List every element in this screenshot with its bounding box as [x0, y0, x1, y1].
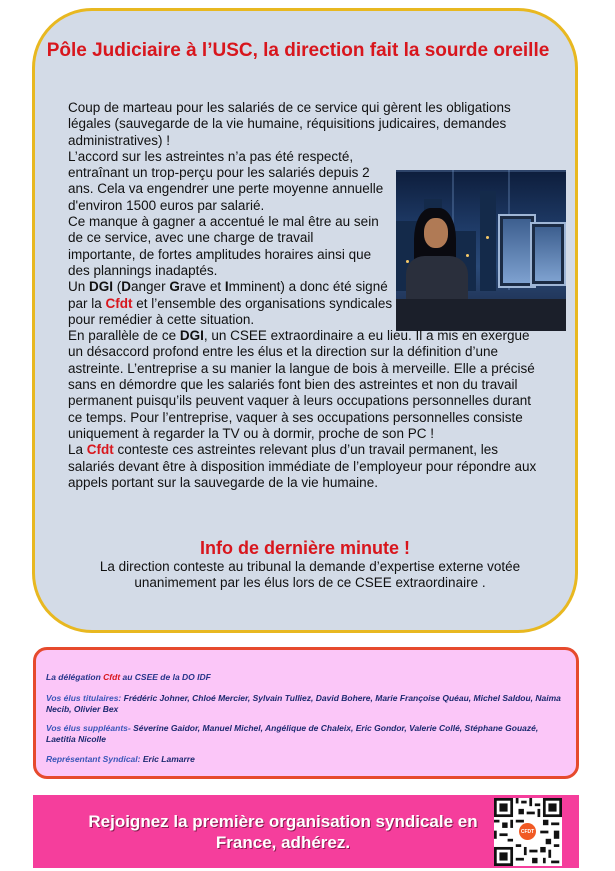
paragraph-accord: L’accord sur les astreintes n’a pas été respecté, entraînant un trop-perçu pour les salariés depuis 2 ans. Cela va engendrer une perte moyenne annuelle d'environ 1500 euros par salarié.: [68, 148, 384, 213]
delegation-representant: Représentant Syndical: Eric Lamarre: [46, 754, 195, 764]
info-text: La direction conteste au tribunal la demande d’expertise externe votée unanimement par les élus lors de ce CSEE extraordinaire .: [99, 559, 521, 590]
article-title: Pôle Judiciaire à l’USC, la direction fait la sourde oreille: [46, 40, 550, 61]
paragraph-dgi: Un DGI (Danger Grave et Imminent) a donc été signé par la Cfdt et l’ensemble des organisations syndicales pour remédier à cette situation.: [68, 279, 393, 327]
paragraph-csee: En parallèle de ce DGI, un CSEE extraordinaire a eu lieu. Il a mis en exergue un désaccord profond entre les élus et la direction sur la définition d’une astreinte. L’entreprise a su manier la langue de bois à merveille. Elle a précisé sans en démordre que les salariés font bien des astreintes et non du travail permanent puisqu’ils peuvent vaquer à leurs occupations personnelles durant ce temps. Pour l’entreprise, vaquer à ses occupations personnelles consiste uniquement à regarder la TV ou à dormir, proche de son PC !: [68, 328, 535, 441]
cfdt-logo-icon: CFDT: [519, 823, 536, 840]
delegation-intro: La délégation Cfdt au CSEE de la DO IDF: [46, 672, 211, 682]
paragraph-intro: Coup de marteau pour les salariés de ce service qui gèrent les obligations légales (sauvegarde de la vie humaine, réquisitions judicaires, demandes administratives) !: [68, 100, 511, 148]
delegation-titulaires: Vos élus titulaires: Frédéric Johner, Chloé Mercier, Sylvain Tulliez, David Bohere, Marie Françoise Quéau, Michel Saldou, Naima Necib, Olivier Bex: [46, 693, 561, 714]
cfdt-mention: Cfdt: [103, 672, 121, 682]
article-body: [68, 100, 544, 491]
delegation-suppleants: Vos élus suppléants- Séverine Gaidor, Manuel Michel, Angélique de Chaleix, Eric Gondor, Valerie Collé, Stéphane Gouazé, Laetitia Nicolle: [46, 723, 539, 744]
cfdt-mention: Cfdt: [105, 295, 133, 311]
info-title: Info de dernière minute !: [199, 538, 411, 558]
paragraph-malaise: Ce manque à gagner a accentué le mal être au sein de ce service, avec une charge de travail importante, de fortes amplitudes horaires ainsi que des plannings inadaptés.: [68, 214, 379, 278]
cfdt-mention: Cfdt: [86, 442, 114, 458]
join-banner-text: Rejoignez la première organisation syndicale en France, adhérez.: [88, 811, 478, 852]
paragraph-contestation: La Cfdt conteste ces astreintes relevant plus d’un travail permanent, les salariés devant être à disposition immédiate de l’employeur pour répondre aux appels portant sur la sauvegarde de la vie humaine.: [68, 442, 537, 490]
